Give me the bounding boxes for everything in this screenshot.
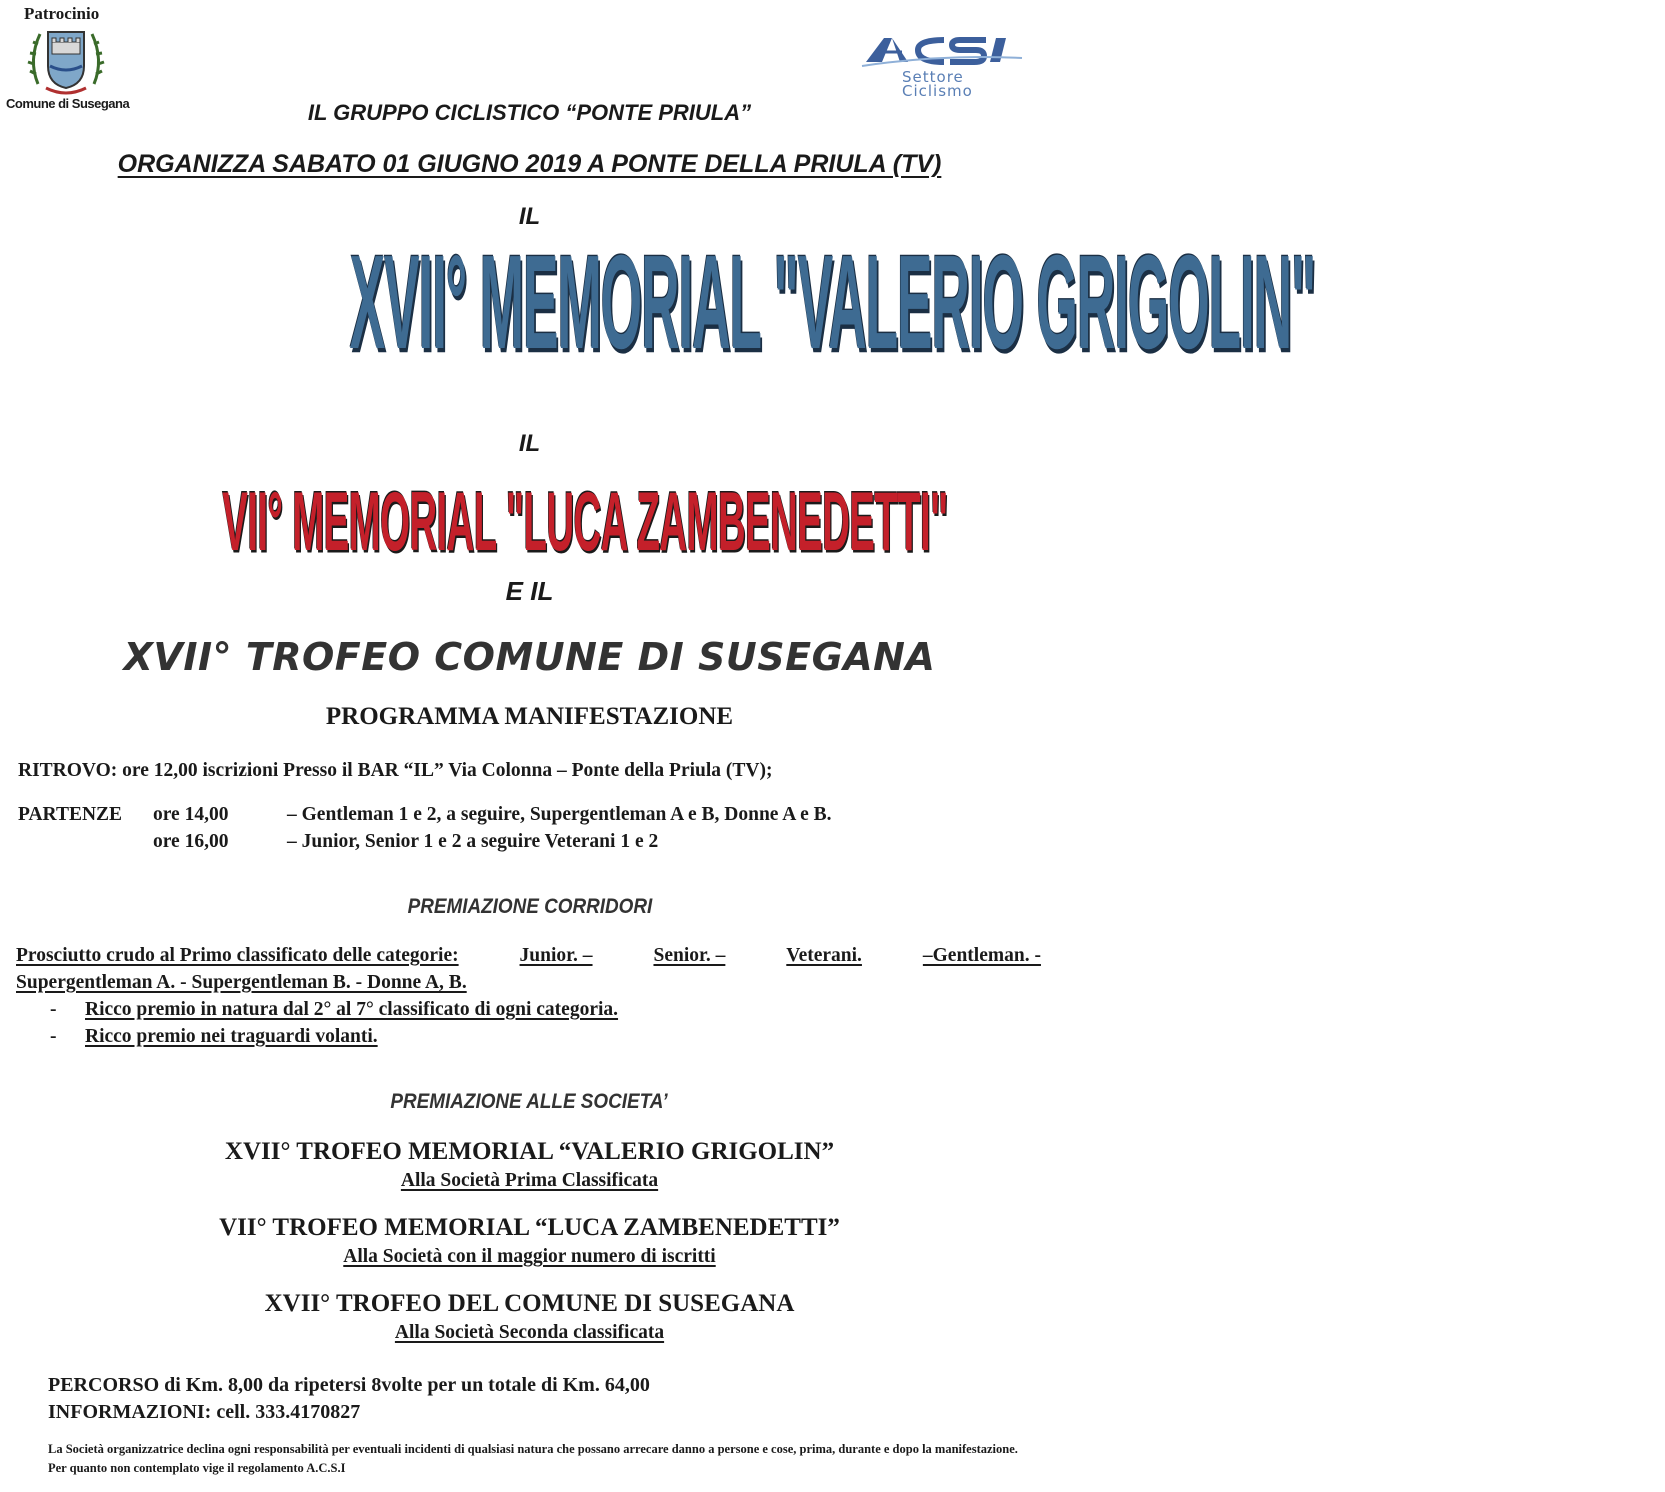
premio-bullet-2: [50, 1026, 378, 1048]
gruppo-title: IL GRUPPO CICLISTICO “PONTE PRIULA”: [307, 100, 752, 125]
prosciutto-line-1: [16, 945, 1041, 967]
premiazione-corridori-title: PREMIAZIONE CORRIDORI: [407, 895, 652, 918]
programma-title: PROGRAMMA MANIFESTAZIONE: [325, 703, 734, 730]
partenza-time-2: ore 16,00: [153, 831, 229, 852]
acsi-line-ciclismo: Ciclismo: [902, 82, 973, 100]
trofeo-2-subtitle-text: Alla Società con il maggior numero di iscritti: [343, 1246, 716, 1267]
trofeo-comune-title: XVII° TROFEO COMUNE DI SUSEGANA: [123, 635, 936, 679]
premiazione-societa-title: PREMIAZIONE ALLE SOCIETA’: [390, 1090, 669, 1113]
memorial-zambenedetti-text: VII° MEMORIAL "LUCA ZAMBENEDETTI": [222, 475, 948, 569]
comune-label: Comune di Susegana: [6, 96, 130, 111]
comune-crest-icon: [26, 24, 106, 96]
prosciutto-part-2: Junior. –: [519, 945, 593, 966]
prosciutto-part-3: Senior. –: [653, 945, 726, 966]
memorial-zambenedetti-banner: [0, 475, 1059, 578]
bullet-dash: -: [50, 999, 57, 1020]
e-il-connector: E IL: [505, 576, 554, 606]
prosciutto-part-1: Prosciutto crudo al Primo classificato delle categorie:: [16, 945, 459, 966]
memorial-grigolin-text: XVII° MEMORIAL "VALERIO GRIGOLIN": [349, 229, 1316, 377]
trofeo-1-title: XVII° TROFEO MEMORIAL “VALERIO GRIGOLIN”: [224, 1138, 835, 1165]
organizza-line: ORGANIZZA SABATO 01 GIUGNO 2019 A PONTE DELLA PRIULA (TV): [117, 150, 942, 178]
prosciutto-line-2: Supergentleman A. - Supergentleman B. - Donne A, B.: [16, 972, 467, 993]
prosciutto-part-5: –Gentleman. -: [922, 945, 1041, 966]
acsi-line-settore: Settore: [902, 68, 964, 86]
premio-bullet-1: [50, 999, 618, 1021]
percorso-line: PERCORSO di Km. 8,00 da ripetersi 8volte per un totale di Km. 64,00: [48, 1374, 650, 1396]
trofeo-1-subtitle: [0, 1170, 1059, 1192]
partenza-desc-2: – Junior, Senior 1 e 2 a seguire Veterani 1 e 2: [287, 831, 659, 852]
partenza-desc-1: – Gentleman 1 e 2, a seguire, Supergentleman A e B, Donne A e B.: [287, 804, 832, 825]
partenze-label: PARTENZE: [18, 804, 123, 825]
bullet-dash: -: [50, 1026, 57, 1047]
trofeo-3-title: XVII° TROFEO DEL COMUNE DI SUSEGANA: [264, 1290, 795, 1317]
partenza-time-1: ore 14,00: [153, 804, 229, 825]
prosciutto-part-4: Veterani.: [786, 945, 862, 966]
informazioni-line: INFORMAZIONI: cell. 333.4170827: [48, 1401, 361, 1423]
trofeo-2-title: VII° TROFEO MEMORIAL “LUCA ZAMBENEDETTI”: [219, 1214, 840, 1241]
trofeo-2-subtitle: [0, 1246, 1059, 1268]
premiazione-societa-heading: [0, 1090, 1059, 1114]
premio-bullet-1-text: Ricco premio in natura dal 2° al 7° classificato di ogni categoria.: [85, 999, 619, 1020]
premio-bullet-2-text: Ricco premio nei traguardi volanti.: [85, 1026, 378, 1047]
ritrovo-line: RITROVO: ore 12,00 iscrizioni Presso il BAR “IL” Via Colonna – Ponte della Priula (TV);: [18, 760, 773, 781]
memorial-grigolin-banner: [0, 229, 1316, 398]
patrocinio-label: Patrocinio: [24, 4, 100, 23]
il-connector-2: IL: [518, 430, 541, 457]
trofeo-3-subtitle: [0, 1322, 1059, 1344]
disclaimer-text: La Società organizzatrice declina ogni responsabilità per eventuali incidenti di qualsiasi natura che possano arrecare danno a persone e cose, prima, durante e dopo la manifestazione. Per quanto non contemplato vige il regolamento A.C.S.I: [48, 1442, 1018, 1475]
premiazione-corridori-heading: [0, 895, 1059, 919]
trofeo-1-subtitle-text: Alla Società Prima Classificata: [400, 1170, 659, 1191]
il-connector-1: IL: [518, 203, 541, 230]
acsi-settore-text: [902, 70, 973, 98]
trofeo-3-subtitle-text: Alla Società Seconda classificata: [394, 1322, 665, 1343]
